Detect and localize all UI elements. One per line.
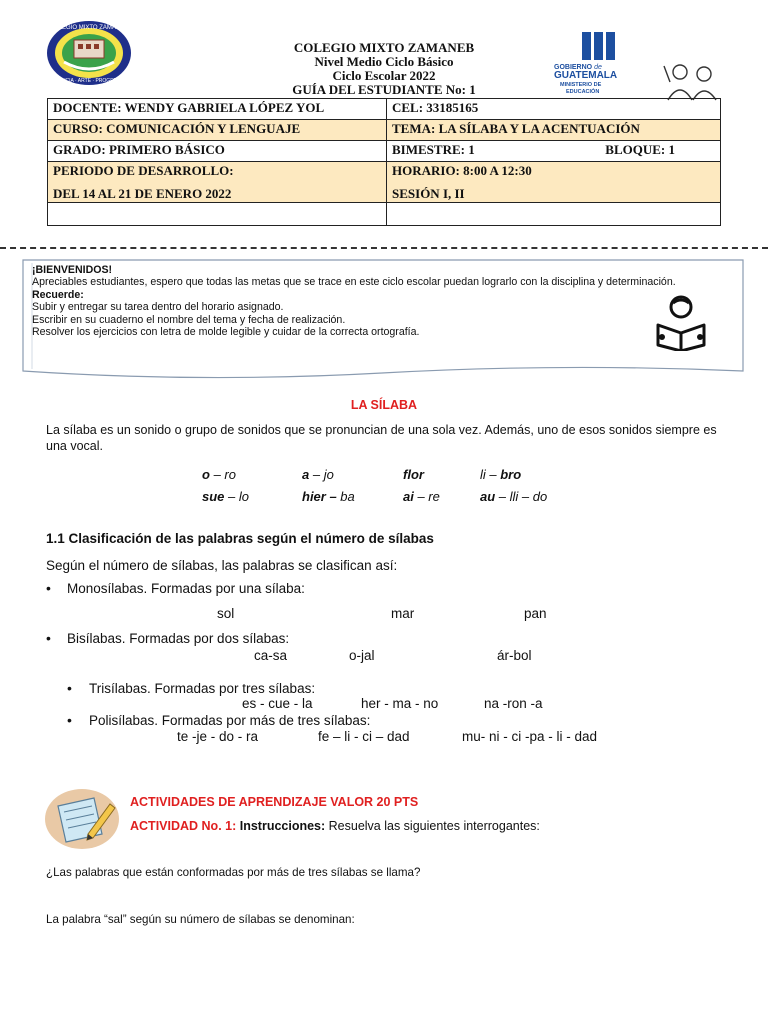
bi-label: Bisílabas. Formadas por dos sílabas: <box>67 631 290 646</box>
instructions-label: Instrucciones: <box>239 819 326 833</box>
question-2: La palabra “sal” según su número de sílabas se denominan: <box>46 913 355 926</box>
classification-intro: Según el número de sílabas, las palabras se clasifican así: <box>46 558 398 573</box>
mono-word: pan <box>524 606 547 621</box>
svg-text:COLEGIO MIXTO ZAMANEB: COLEGIO MIXTO ZAMANEB <box>49 25 129 31</box>
cel-cell: CEL: 33185165 <box>387 99 721 120</box>
bi-word: ár-bol <box>497 648 532 663</box>
mono-label: Monosílabas. Formadas por una sílaba: <box>67 581 305 596</box>
reminder-line-1: Subir y entregar su tarea dentro del horario asignado. <box>32 301 284 314</box>
activity-1-label: ACTIVIDAD No. 1: <box>130 819 240 833</box>
bullet-dot: • <box>67 680 72 696</box>
bimestre-label: BIMESTRE: 1 <box>392 142 475 157</box>
poli-label: Polisílabas. Formadas por más de tres sílabas: <box>89 713 371 728</box>
instructions-text: Resuelva las siguientes interrogantes: <box>325 819 540 833</box>
welcome-title: ¡BIENVENIDOS! <box>32 264 113 276</box>
horario-cell <box>387 162 721 203</box>
empty-cell-right <box>387 203 721 226</box>
school-year: Ciclo Escolar 2022 <box>332 68 436 83</box>
reminder-line-2: Escribir en su cuaderno el nombre del tema y fecha de realización. <box>32 313 346 326</box>
bi-word: o-jal <box>349 648 375 663</box>
reminder-line-3: Resolver los ejercicios con letra de molde legible y cuidar de la correcta ortografía. <box>32 326 420 339</box>
curso-cell: CURSO: COMUNICACIÓN Y LENGUAJE <box>48 120 387 141</box>
bullet-dot: • <box>46 630 51 646</box>
classification-heading: 1.1 Clasificación de las palabras según el número de sílabas <box>46 531 434 546</box>
school-level: Nivel Medio Ciclo Básico <box>314 54 454 69</box>
fechas-label: DEL 14 AL 21 DE ENERO 2022 <box>53 186 232 201</box>
students-illustration-icon <box>660 60 724 102</box>
reminder-title: Recuerde: <box>32 288 84 301</box>
svg-text:GUATEMALA: GUATEMALA <box>554 70 618 81</box>
svg-text:GOBIERNOde: GOBIERNO de <box>554 64 602 71</box>
section-title-silaba: LA SÍLABA <box>350 398 418 412</box>
poli-word: mu- ni - ci -pa - li - dad <box>462 729 598 744</box>
example-aullido: au – lli – do <box>480 489 548 504</box>
svg-text:CIENCIA · ARTE · PROGRESO: CIENCIA · ARTE · PROGRESO <box>53 78 125 84</box>
periodo-label: PERIODO DE DESARROLLO: <box>53 163 234 178</box>
example-flor: flor <box>403 467 424 482</box>
mono-word: mar <box>391 606 415 621</box>
school-name: COLEGIO MIXTO ZAMANEB <box>293 40 475 55</box>
bullet-dot: • <box>67 712 72 728</box>
poli-word: te -je - do - ra <box>177 729 259 744</box>
example-oro: o – ro <box>202 467 236 482</box>
bullet-dot: • <box>46 580 51 596</box>
poli-word: fe – li - ci – dad <box>318 729 410 744</box>
guide-title: GUÍA DEL ESTUDIANTE No: 1 <box>292 82 476 97</box>
reading-student-icon <box>652 293 710 351</box>
silaba-definition: La sílaba es un sonido o grupo de sonidos que se pronuncian de una sola vez. Además, uno de esos sonidos siempre es una vocal. <box>46 423 717 453</box>
horario-label: HORARIO: 8:00 A 12:30 <box>392 163 532 178</box>
welcome-intro: Apreciables estudiantes, espero que todas las metas que se trace en este ciclo escolar puedan lograrlo con la disciplina y determinación. <box>32 276 676 289</box>
tri-word: her - ma - no <box>361 696 439 711</box>
bimestre-bloque-cell <box>387 141 721 162</box>
tri-word: es - cue - la <box>242 696 313 711</box>
grado-cell: GRADO: PRIMERO BÁSICO <box>48 141 387 162</box>
periodo-cell <box>48 162 387 203</box>
mono-word: sol <box>217 606 235 621</box>
tema-cell: TEMA: LA SÍLABA Y LA ACENTUACIÓN <box>387 120 721 141</box>
docente-cell: DOCENTE: WENDY GABRIELA LÓPEZ YOL <box>48 99 387 120</box>
welcome-box <box>22 259 744 375</box>
svg-text:MINISTERIO DE: MINISTERIO DE <box>560 82 602 88</box>
example-aire: ai – re <box>403 489 440 504</box>
tri-word: na -ron -a <box>484 696 543 711</box>
dashed-divider <box>0 247 768 249</box>
sesion-label: SESIÓN I, II <box>392 186 465 201</box>
svg-text:EDUCACIÓN: EDUCACIÓN <box>566 89 600 94</box>
example-hierba: hier – ba <box>302 489 355 504</box>
example-suelo: sue – lo <box>202 489 249 504</box>
bloque-label: BLOQUE: 1 <box>605 142 675 157</box>
activity-1-line <box>130 819 540 833</box>
activities-title: ACTIVIDADES DE APRENDIZAJE VALOR 20 PTS <box>130 795 419 809</box>
tri-label: Trisílabas. Formadas por tres sílabas: <box>89 681 316 696</box>
example-libro: li – bro <box>480 467 522 482</box>
empty-cell-left <box>48 203 387 226</box>
course-info-table <box>47 98 721 226</box>
notepad-pencil-icon <box>44 788 120 850</box>
gobierno-guatemala-logo <box>550 28 644 94</box>
welcome-text <box>32 264 722 338</box>
question-1: ¿Las palabras que están conformadas por más de tres sílabas se llama? <box>46 866 421 879</box>
bi-word: ca-sa <box>254 648 288 663</box>
example-ajo: a – jo <box>302 467 334 482</box>
